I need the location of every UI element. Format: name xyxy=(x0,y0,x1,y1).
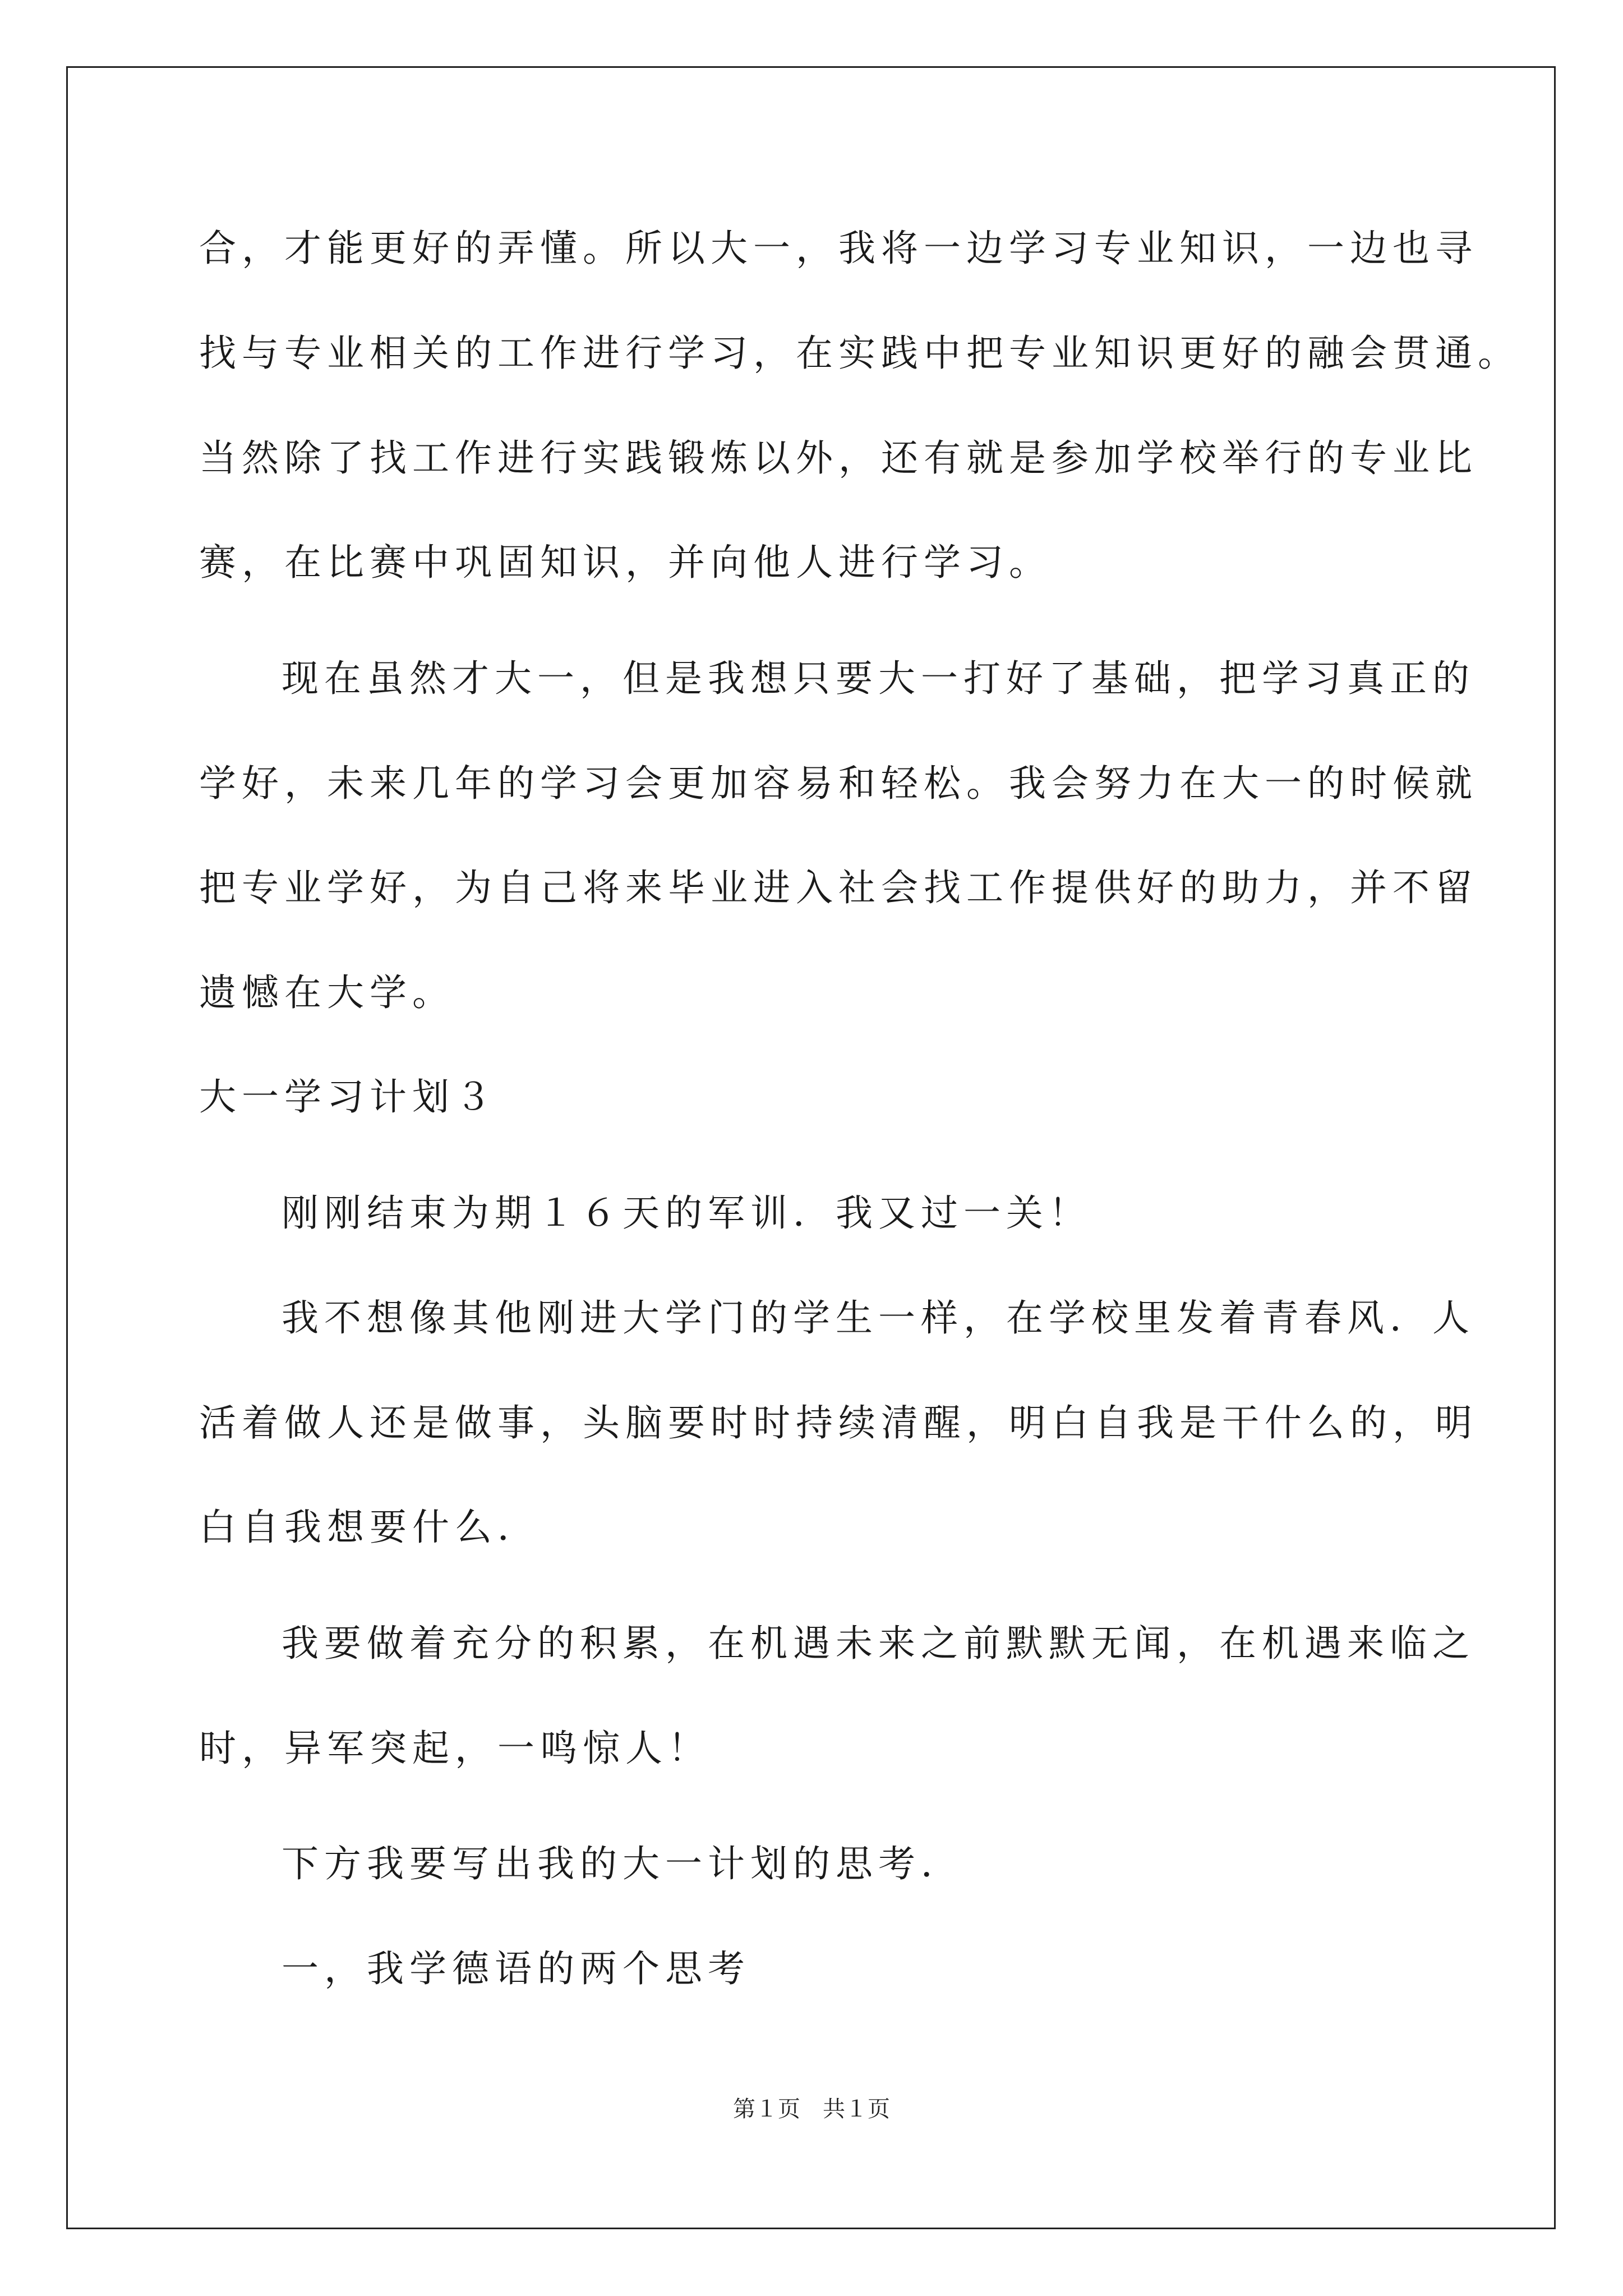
page-frame xyxy=(66,66,1556,2229)
text-line: 白自我想要什么． xyxy=(199,1506,540,1549)
text-line: 找与专业相关的工作进行学习，在实践中把专业知识更好的融会贯通。 xyxy=(199,332,1520,375)
text-line: 刚刚结束为期１６天的军训．我又过一关！ xyxy=(282,1191,1091,1235)
text-line: 当然除了找工作进行实践锻炼以外，还有就是参加学校举行的专业比 xyxy=(199,436,1478,480)
page-footer: 第１页 共１页 xyxy=(733,2096,890,2122)
text-line: 学好，未来几年的学习会更加容易和轻松。我会努力在大一的时候就 xyxy=(199,762,1478,805)
text-line: 现在虽然才大一，但是我想只要大一打好了基础，把学习真正的 xyxy=(282,657,1475,700)
text-line: 时，异军突起，一鸣惊人！ xyxy=(199,1727,711,1770)
text-line: 赛，在比赛中巩固知识，并向他人进行学习。 xyxy=(199,541,1052,584)
text-line: 我不想像其他刚进大学门的学生一样，在学校里发着青春风．人 xyxy=(282,1296,1475,1340)
text-line: 一，我学德语的两个思考 xyxy=(282,1947,750,1990)
text-line: 下方我要写出我的大一计划的思考． xyxy=(282,1842,963,1885)
text-line: 我要做着充分的积累，在机遇未来之前默默无闻，在机遇来临之 xyxy=(282,1622,1475,1665)
text-line: 合，才能更好的弄懂。所以大一，我将一边学习专业知识，一边也寻 xyxy=(199,227,1478,270)
text-line: 把专业学好，为自己将来毕业进入社会找工作提供好的助力，并不留 xyxy=(199,866,1478,909)
section-heading: 大一学习计划３ xyxy=(199,1075,497,1119)
text-line: 遗憾在大学。 xyxy=(199,971,455,1014)
text-line: 活着做人还是做事，头脑要时时持续清醒，明白自我是干什么的，明 xyxy=(199,1401,1478,1444)
